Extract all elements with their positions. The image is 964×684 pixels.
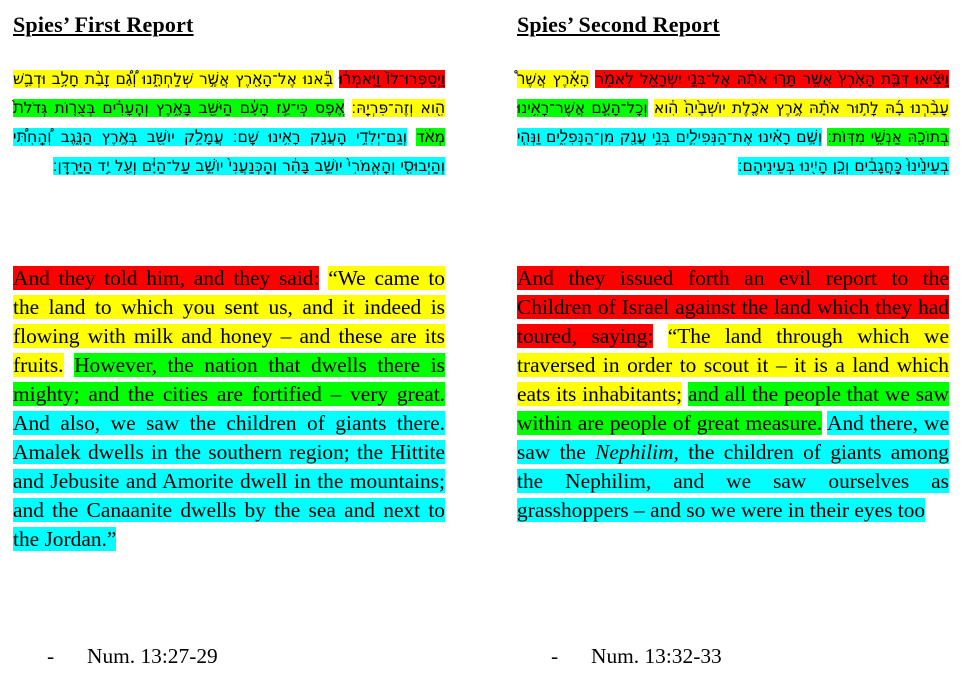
second-report-hebrew-text (517, 65, 949, 181)
second-report-english-text (517, 264, 949, 525)
hebrew-red-segment: וַיֹּצִ֜יאוּ דִּבַּ֤ת הָאָ֙רֶץ֙ אֲשֶׁ֣ר תָּר֣וּ אֹתָ֔הּ אֶל־בְּנֵ֥י יִשְׂרָאֵ֖ל לֵאמֹ֑ר (595, 70, 949, 88)
english-green-segment: and all the people that we saw within are people of great measure. (517, 382, 949, 435)
hebrew-green-segment: אֶ֚פֶס כִּֽי־עַ֣ז הָעָ֔ם הַיֹּשֵׁ֖ב בָּאָ֑רֶץ וְהֶֽעָרִ֗ים בְּצֻר֤וֹת גְּדֹלֹת֙ מְאֹ֔ד (13, 99, 445, 146)
citation-text: Num. 13:27-29 (87, 644, 218, 668)
hebrew-yellow-segment: בָּ֕אנוּ אֶל־הָאָ֖רֶץ אֲשֶׁ֣ר שְׁלַחְתָּ֑נוּ וְ֠גַ֠ם זָבַ֨ת חָלָ֥ב וּדְבַ֛שׁ הִ֖וא וְזֶה־פִּרְיָֽהּ׃ (13, 70, 445, 117)
english-yellow-segment: “We came to the land to which you sent us, and it indeed is flowing with milk and honey – and these are its fruits. (13, 266, 446, 377)
english-cyan-segment-b: , the children of giants among the Nephilim, and we saw ourselves as grasshoppers – and so we were in their eyes too (517, 440, 949, 522)
citation-dash: - (47, 644, 55, 668)
hebrew-yellow-segment: הָאָ֡רֶץ אֲשֶׁר֩ עָבַ֨רְנוּ בָ֜הּ לָת֣וּר אֹתָ֗הּ אֶ֣רֶץ אֹכֶ֤לֶת יוֹשְׁבֶ֙יהָ֙ הִ֔וא (517, 70, 949, 117)
second-report-citation (551, 644, 722, 669)
english-cyan-segment: And also, we saw the children of giants there. Amalek dwells in the southern region; the Hittite and Jebusite and Amorite dwell in the mountains; and the Canaanite dwells by the sea and next to the Jordan.” (13, 411, 445, 551)
english-cyan-space (586, 440, 595, 464)
english-red-segment: And they told him, and they said: (13, 266, 320, 290)
second-report-title: Spies’ Second Report (517, 12, 720, 37)
hebrew-cyan-segment: וְגַם־יְלִדֵ֥י הָֽעֲנָ֖ק רָאִ֥ינוּ שָֽׁם׃ עֲמָלֵ֥ק יוֹשֵׁ֖ב בְּאֶ֣רֶץ הַנֶּ֑גֶב וְ֠הַֽחִתִּ֠י וְהַיְבוּסִ֤י וְהָֽאֱמֹרִי֙ יוֹשֵׁ֣ב בָּהָ֔ר וְהַֽכְּנַעֲנִי֙ יוֹשֵׁ֣ב עַל־הַיָּ֔ם וְעַ֖ל יַ֥ד הַיַּרְדֵּֽן׃ (13, 128, 445, 175)
nephilim-italic-word: Nephilim (595, 440, 674, 464)
english-yellow-segment: “The land through which we traversed in order to scout it – it is a land which eats its inhabitants; (517, 324, 949, 406)
english-red-segment: And they issued forth an evil report to the Children of Israel against the land which they had toured, saying: (517, 266, 949, 348)
hebrew-red-segment: וַיְסַפְּרוּ־לוֹ֙ וַיֹּ֣אמְר֔וּ (338, 70, 445, 88)
citation-text: Num. 13:32-33 (591, 644, 722, 668)
hebrew-green-segment: וְכָל־הָעָ֛ם אֲשֶׁר־רָאִ֥ינוּ בְתוֹכָ֖הּ אַנְשֵׁ֥י מִדּֽוֹת׃ (517, 99, 949, 146)
first-report-english-text (13, 264, 445, 554)
english-green-segment: However, the nation that dwells there is mighty; and the cities are fortified – very great. (13, 353, 445, 406)
citation-dash: - (551, 644, 559, 668)
first-report-citation (47, 644, 218, 669)
hebrew-cyan-segment: וְשָׁ֣ם רָאִ֗ינוּ אֶת־הַנְּפִילִ֛ים בְּנֵ֥י עֲנָ֖ק מִן־הַנְּפִלִ֑ים וַנְּהִ֤י בְעֵינֵ֙ינוּ֙ כַּֽחֲגָבִ֔ים וְכֵ֥ן הָיִ֖ינוּ בְּעֵינֵיהֶֽם׃ (517, 128, 949, 175)
first-report-title: Spies’ First Report (13, 12, 194, 37)
first-report-hebrew-text (13, 65, 445, 181)
english-cyan-segment-a: And there, we saw the (517, 411, 949, 464)
